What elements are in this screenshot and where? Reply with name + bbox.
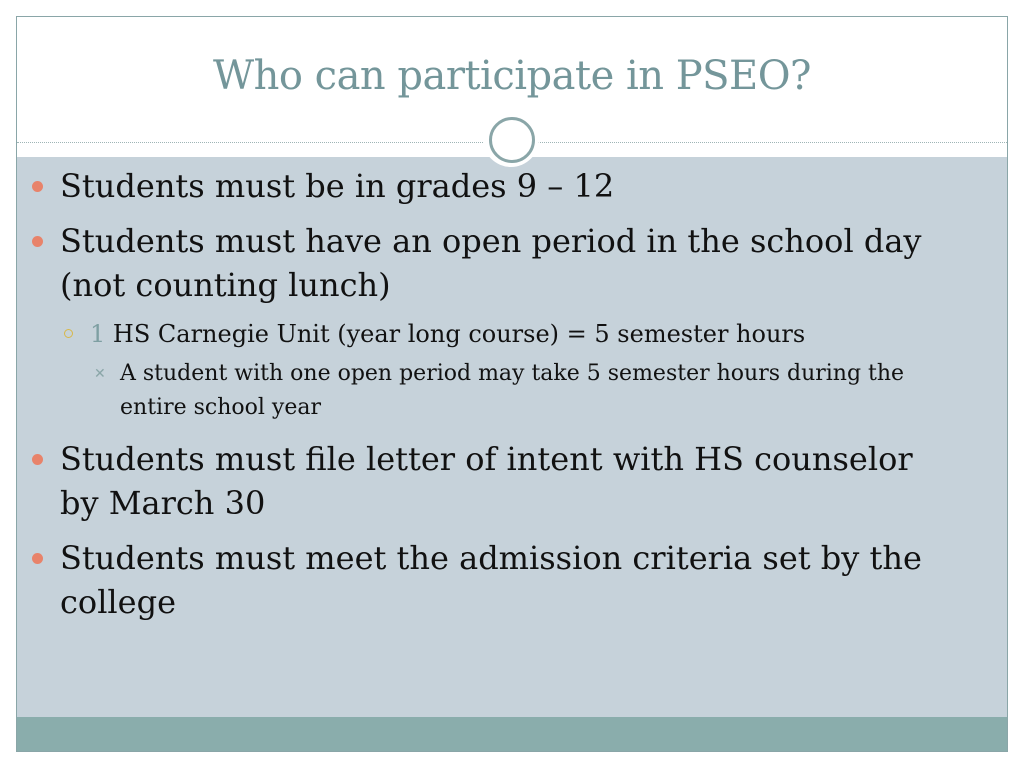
- bullet-text: Students must file letter of intent with HS counselor by March 30: [60, 440, 913, 522]
- bullet-text: Students must have an open period in the school day (not counting lunch): [60, 222, 922, 304]
- cross-bullet-icon: ✕: [94, 366, 106, 382]
- sub-bullet-text: HS Carnegie Unit (year long course) = 5 semester hours: [105, 320, 806, 348]
- sub-bullet-item: [30, 318, 960, 350]
- sub-sub-bullet-text: A student with one open period may take 5 semester hours during the entire school year: [120, 361, 905, 420]
- sub-sub-bullet-item: [30, 357, 960, 425]
- bullet-list: [30, 164, 960, 635]
- slide-title: Who can participate in PSEO?: [213, 53, 811, 99]
- bullet-dot-icon: [32, 553, 43, 564]
- footer-band: [17, 717, 1007, 751]
- bullet-text: Students must meet the admission criteria set by the college: [60, 539, 922, 621]
- bullet-dot-icon: [32, 181, 43, 192]
- bullet-text: Students must be in grades 9 – 12: [60, 167, 615, 205]
- bullet-item: [30, 164, 960, 208]
- circle-ornament-ring-icon: [489, 117, 535, 163]
- bullet-item: [30, 219, 960, 307]
- sub-bullet-number: 1: [90, 320, 106, 348]
- bullet-dot-icon: [32, 236, 43, 247]
- bullet-item: [30, 536, 960, 624]
- bullet-dot-icon: [32, 454, 43, 465]
- sub-bullet-ring-icon: [64, 329, 73, 338]
- bullet-item: [30, 437, 960, 525]
